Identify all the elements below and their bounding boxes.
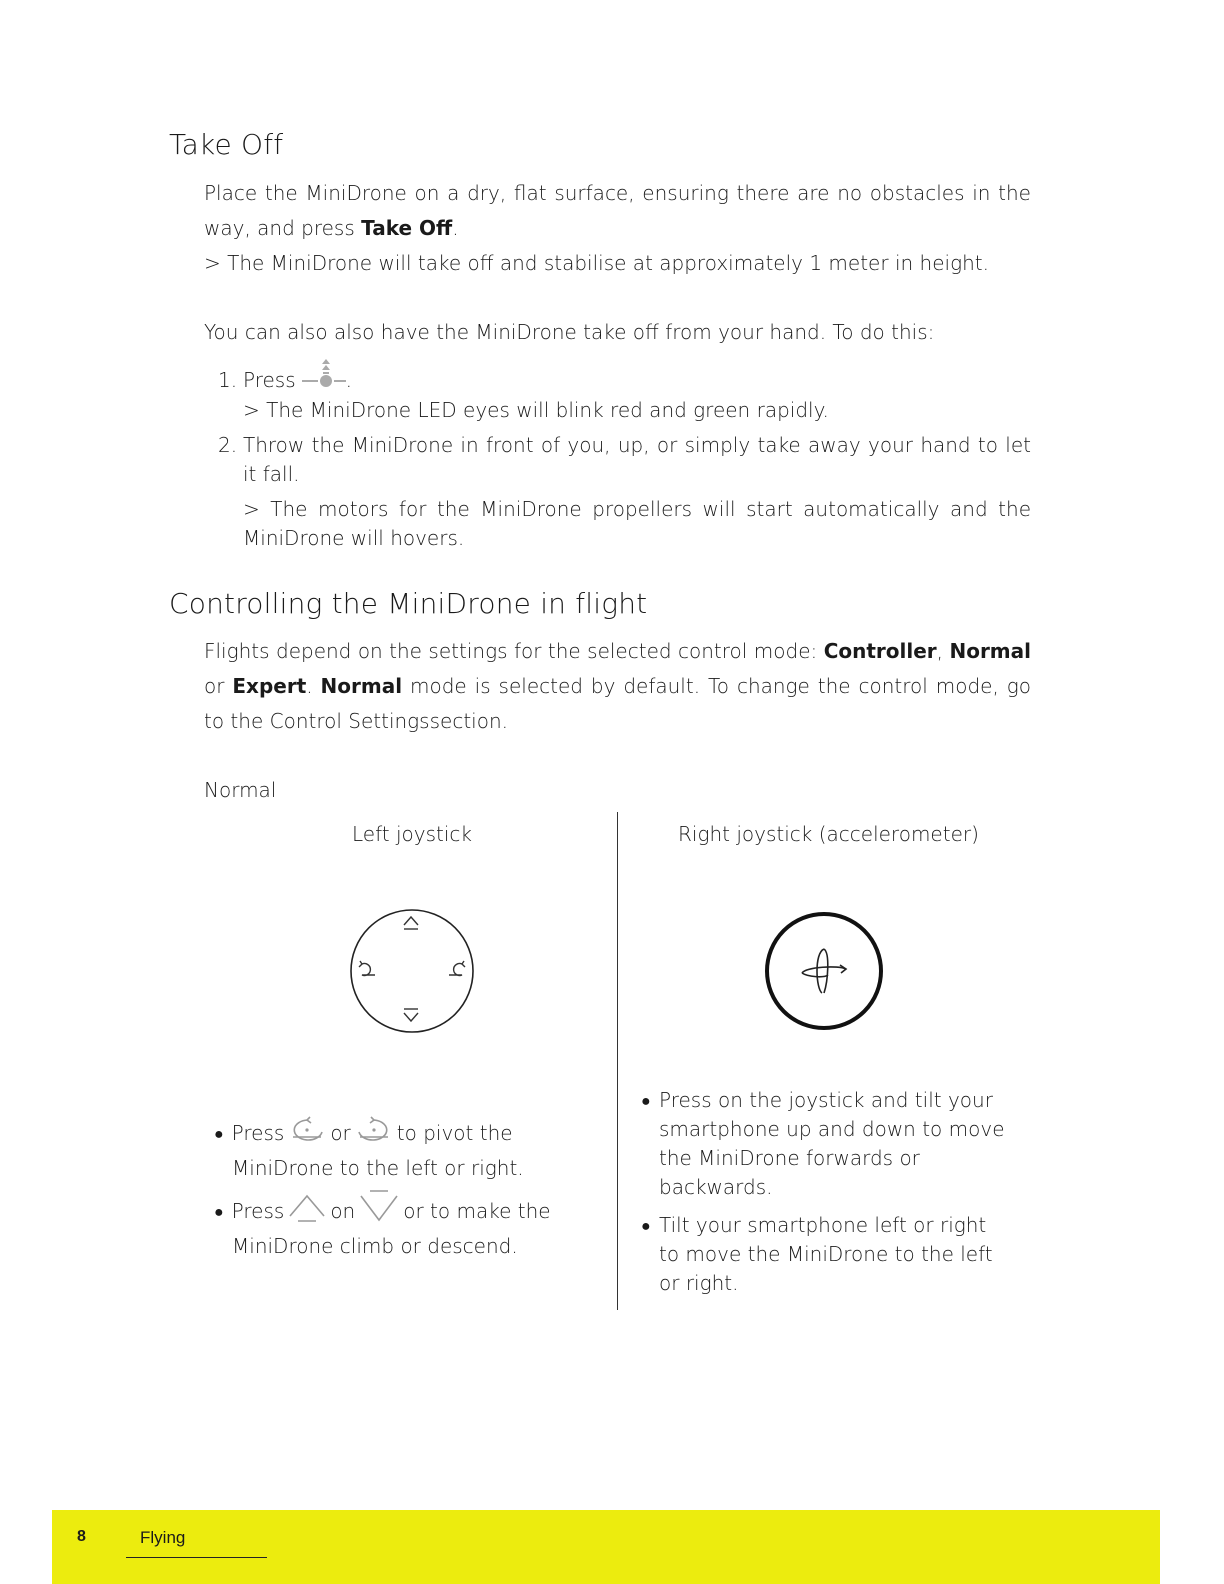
right-bullet-1	[641, 1086, 1011, 1202]
text: MiniDrone to the left or right.	[232, 1156, 524, 1180]
normal-mode: Normal	[949, 639, 1032, 663]
step-2: Throw the MiniDrone in front of you, up, or simply take away your hand to let it fall.	[243, 433, 1031, 486]
section-name: Flying	[140, 1528, 186, 1547]
text: ,	[936, 639, 950, 663]
text: Tilt your smartphone left or right to move the MiniDrone to the left or right.	[659, 1213, 993, 1295]
take-off-bold: Take Off	[361, 216, 453, 240]
bullet-dot: ●	[641, 1091, 651, 1110]
text: MiniDrone climb or descend.	[232, 1234, 518, 1258]
pivot-left-icon	[288, 1116, 326, 1144]
controlling-heading: Controlling the MiniDrone in flight	[169, 587, 648, 620]
text: or	[330, 1121, 351, 1145]
right-bullet-2	[641, 1211, 1011, 1298]
step-1-result: > The MiniDrone LED eyes will blink red and green rapidly.	[243, 398, 829, 422]
bullet-dot: ●	[214, 1202, 224, 1221]
take-off-heading: Take Off	[169, 128, 284, 161]
take-off-paragraph	[204, 176, 1031, 246]
expert-mode: Expert	[232, 674, 307, 698]
step-2-result: > The motors for the MiniDrone propellers will start automatically and the MiniDrone will hovers.	[243, 497, 1031, 550]
text: or	[204, 674, 233, 698]
step-1-text: Press	[243, 368, 296, 392]
footer-rule	[126, 1557, 267, 1558]
left-joystick-title: Left joystick	[352, 822, 473, 846]
text: Press	[231, 1199, 285, 1223]
take-off-text: Place the MiniDrone on a dry, flat surface, ensuring there are no obstacles in the way, and press	[204, 181, 1031, 240]
text: or to make the	[403, 1199, 551, 1223]
take-off-result: > The MiniDrone will take off and stabilise at approximately 1 meter in height.	[204, 251, 989, 275]
text: .	[306, 674, 321, 698]
text: Press	[231, 1121, 285, 1145]
controller-mode: Controller	[823, 639, 937, 663]
takeoff-hand-icon	[302, 359, 342, 393]
text: on	[330, 1199, 356, 1223]
descend-icon	[359, 1190, 399, 1224]
text: Press on the joystick and tilt your smartphone up and down to move the MiniDrone forwards or backwards.	[659, 1088, 1005, 1199]
control-mode-paragraph	[204, 634, 1031, 739]
step-2-number: 2.	[218, 433, 238, 457]
pivot-right-icon	[355, 1116, 393, 1144]
text: mode is selected by default. To change the control mode, go to the Control Settingssection.	[204, 674, 1031, 733]
bullet-dot: ●	[641, 1216, 651, 1235]
climb-icon	[288, 1190, 326, 1224]
normal-mode-default: Normal	[320, 674, 403, 698]
right-joystick-title: Right joystick (accelerometer)	[678, 822, 979, 846]
text: to pivot the	[396, 1121, 513, 1145]
hand-takeoff-intro: You can also also have the MiniDrone take off from your hand. To do this:	[204, 320, 935, 344]
column-divider	[617, 812, 618, 1310]
left-bullet-2	[214, 1197, 564, 1261]
mode-label: Normal	[204, 778, 277, 802]
step-1-number: 1.	[218, 368, 238, 392]
right-joystick-icon	[764, 911, 884, 1031]
left-joystick-icon	[349, 908, 475, 1034]
left-bullet-1	[214, 1119, 564, 1183]
footer-bar	[52, 1510, 1160, 1584]
step-1-end: .	[345, 368, 352, 392]
bullet-dot: ●	[214, 1124, 224, 1143]
period: .	[452, 216, 459, 240]
text: Flights depend on the settings for the selected control mode:	[204, 639, 824, 663]
page-number: 8	[77, 1528, 86, 1545]
step-1	[243, 366, 352, 395]
